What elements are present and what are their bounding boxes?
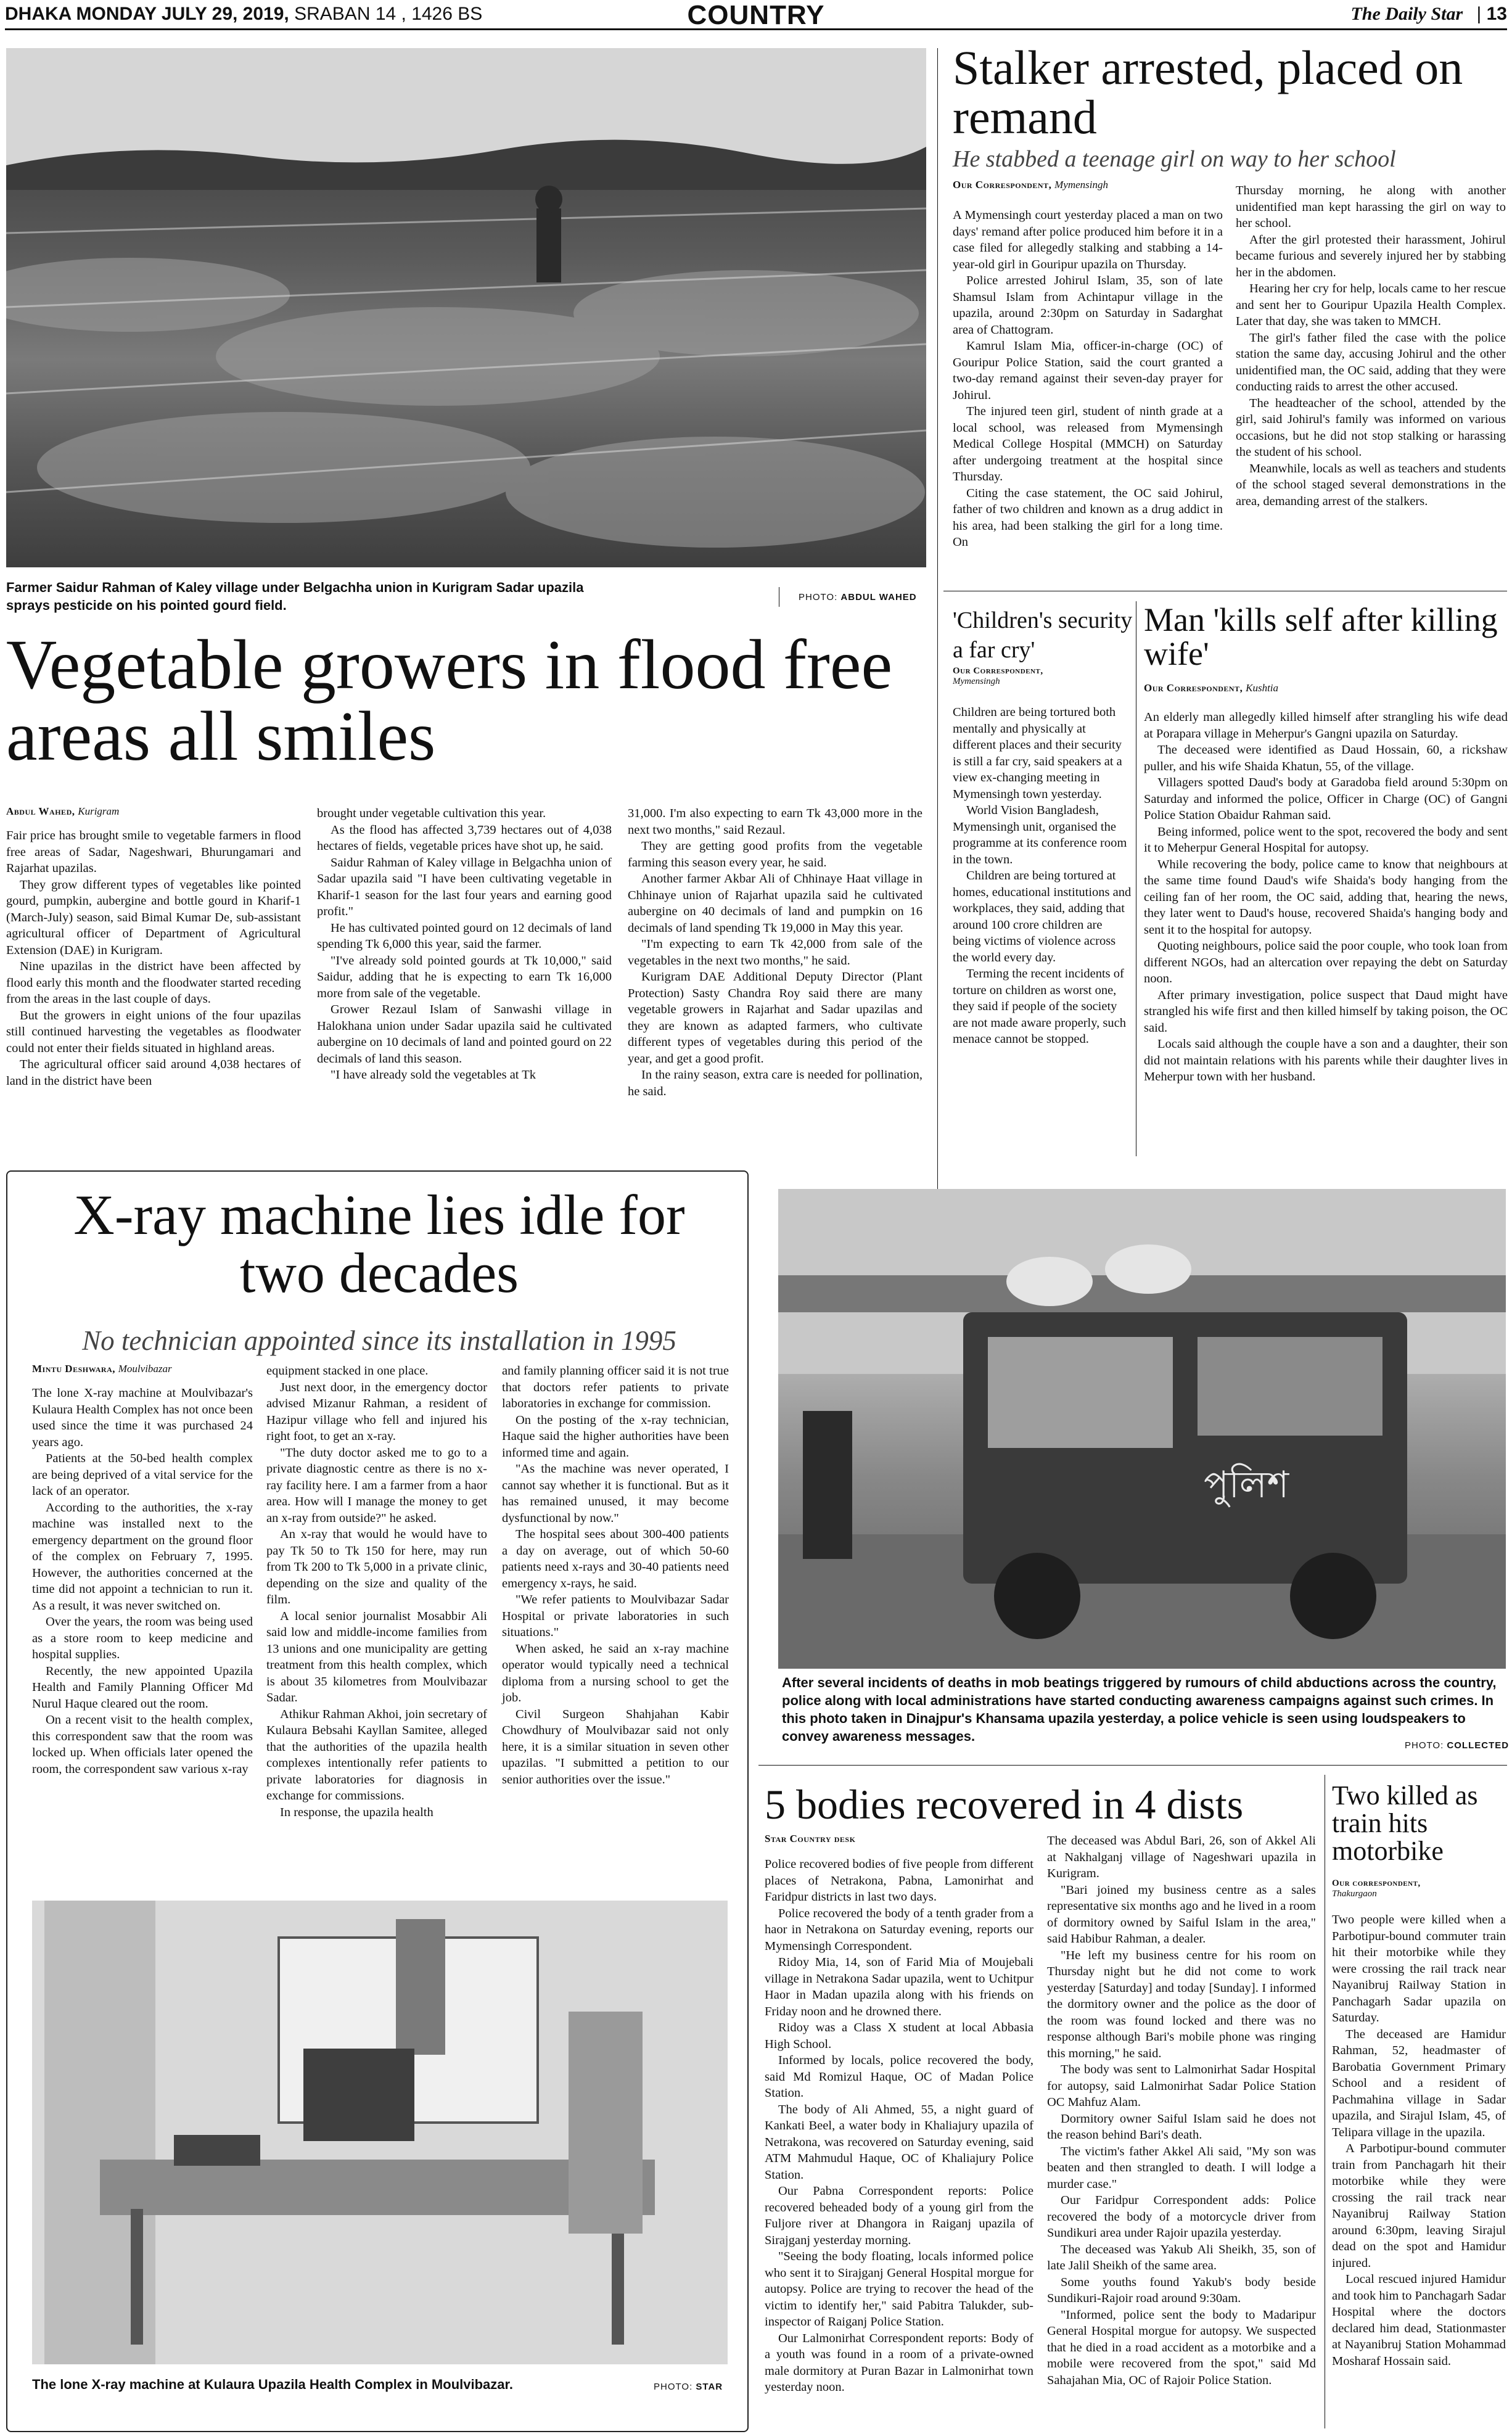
paragraph: After the girl protested their harassment, Johirul became furious and severely injured her by stabbing her in the abdomen.	[1236, 232, 1506, 279]
children-body	[953, 704, 1132, 1048]
xray-headline: X-ray machine lies idle for two decades	[73, 1183, 685, 1304]
paragraph: Grower Rezaul Islam of Sanwashi village in Halokhana union under Sadar upazila said he cultivated aubergine on 10 decimals of land and pointed gourd on 22 decimals of land this season.	[317, 1003, 612, 1066]
paragraph: Informed by locals, police recovered the body, said Md Romizul Haque, OC of Madan Police Station.	[765, 2054, 1033, 2100]
paragraph: Police recovered the body of a tenth grader from a haor in Netrakona on Saturday evening, reports our Mymensingh Correspondent.	[765, 1906, 1033, 1953]
paragraph: Just next door, in the emergency doctor advised Mizanur Rahman, a resident of Hazipur village who fell and injured his right foot, to get an x-ray.	[266, 1380, 487, 1443]
paragraph: and family planning officer said it is not true that doctors refer patients to private laboratories in exchange for commission.	[502, 1364, 729, 1410]
children-headline: 'Children's security a far cry'	[953, 607, 1133, 663]
stalker-subhead: He stabbed a teenage girl on way to her school	[953, 146, 1396, 172]
paragraph: Children are being tortured both mentally and physically at different places and their security is still a far cry, said speakers at a view ex-changing meeting in Mymensingh town yesterday.	[953, 705, 1122, 801]
paragraph: In response, the upazila health	[280, 1805, 433, 1819]
bodies-byline: Star Country desk	[765, 1833, 856, 1844]
byline-name: Mintu Deshwara,	[32, 1363, 116, 1375]
vegetable-byline	[6, 805, 119, 818]
xray-illustration	[32, 1901, 728, 2364]
paragraph: Our Faridpur Correspondent adds: Police recovered the body of a motorcycle driver from Sundikuri area under Rajoir upazila yesterday.	[1047, 2193, 1316, 2240]
paragraph: As the flood has affected 3,739 hectares out of 4,038 hectares of fields, vegetable prices have shot up, he said.	[317, 823, 612, 853]
paragraph: A Parbotipur-bound commuter train from Panchagarh hit their motorbike while they were crossing the rail track near Nayanibruj Railway Station around 6:30pm, leaving Sirajul dead on the spot and Hamidur injured.	[1332, 2142, 1506, 2270]
paragraph: According to the authorities, the x-ray machine was installed next to the emergency department on the ground floor of the complex on February 7, 1995. However, the authorities concerned at the time did not appoint a technician to run it. As a result, it was never switched on.	[32, 1500, 253, 1613]
paragraph: brought under vegetable cultivation this year.	[317, 807, 546, 820]
paragraph: Quoting neighbours, police said the poor couple, who took loan from different NGOs, had an altercation over repaying the debt on Saturday noon.	[1144, 939, 1508, 985]
paragraph: Police arrested Johirul Islam, 35, son of late Shamsul Islam from Achintapur village in the upazila, around 2:30pm on Saturday in Sadarghat area of Chattogram.	[953, 274, 1223, 337]
paragraph: Citing the case statement, the OC said Johirul, father of two children and known as a drug addict in his area, had been stalking the girl for a long time. On	[953, 486, 1223, 549]
vegetable-headline: Vegetable growers in flood free areas all smiles	[6, 625, 893, 776]
dateline	[5, 4, 482, 25]
paragraph: The injured teen girl, student of ninth grade at a local school, was released from Mymensingh Medical College Hospital (MMCH) on Saturday after undergoing treatment at the hospital since Thursday.	[953, 405, 1223, 483]
paragraph: Our Lalmonirhat Correspondent reports: Body of a youth was found in a room of a private-owned male dormitory at Puran Bazar in Lalmonirhat town yesterday noon.	[765, 2331, 1033, 2394]
byline-place: Mymensingh	[953, 676, 1000, 686]
column-rule	[937, 48, 938, 1201]
paragraph: On the posting of the x-ray technician, Haque said the higher authorities have been informed time and again.	[502, 1413, 729, 1460]
xray-subhead: No technician appointed since its installation in 1995	[82, 1325, 676, 1356]
police-vehicle-photo	[778, 1189, 1506, 1669]
paragraph: Fair price has brought smile to vegetable farmers in flood free areas of Sadar, Nageshwari, Bhurungamari and Rajarhat upazilas.	[6, 829, 301, 875]
vegetable-col-1	[6, 828, 301, 1089]
paragraph: The headteacher of the school, attended by the girl, said Johirul's family was informed on various occasions, but he did not stop stalking or harassing the student of his school.	[1236, 396, 1506, 459]
paragraph: Another farmer Akbar Ali of Chhinaye Haat village in Chhinaye union of Rajarhat upazila said he cultivated aubergine on 40 decimals of land and pumpkin on 16 decimals of land spending Tk 19,000 in May this year.	[628, 872, 922, 935]
vegetable-col-3	[628, 805, 922, 1100]
paragraph: On a recent visit to the health complex, this correspondent saw that the room was locked up. When officials later opened the room, the correspondent saw various x-ray	[32, 1713, 253, 1776]
paragraph: Patients at the 50-bed health complex are being deprived of a vital service for the lack of an operator.	[32, 1452, 253, 1498]
dateline-rest: SRABAN 14 , 1426 BS	[294, 4, 483, 24]
brand-logo: The Daily Star	[1350, 4, 1463, 24]
stalker-col-2	[1236, 183, 1506, 509]
paragraph: The deceased was Yakub Ali Sheikh, 35, son of late Jalil Sheikh of the same area.	[1047, 2242, 1316, 2272]
paragraph: The deceased was Abdul Bari, 26, son of Akkel Ali at Nakhalganj village of Nageshwari upazila in Kurigram.	[1047, 1834, 1316, 1880]
byline-place: Thakurgaon	[1332, 1889, 1377, 1899]
paragraph: "He left my business centre for his room on Thursday night but he did not come to work yesterday [Saturday] and today [Sunday]. I informed the dormitory owner and the police as the door of the room was found locked and there was no response although Bari's mobile phone was ringing this morning," he said.	[1047, 1948, 1316, 2060]
masthead-right	[1350, 4, 1507, 25]
paragraph: "I have already sold the vegetables at Tk	[331, 1068, 536, 1082]
dateline-bold: DHAKA MONDAY JULY 29, 2019,	[5, 4, 289, 24]
paragraph: After primary investigation, police suspect that Daud might have strangled his wife first and then killed himself by taking poison, the OC said.	[1144, 988, 1508, 1035]
byline-place: Kurigram	[78, 805, 120, 817]
paragraph: They grow different types of vegetables like pointed gourd, pumpkin, aubergine and bottle gourd in Kharif-1 (March-July) season, said Bimal Kumar De, sub-assistant agricultural officer of Department of Agricultural Extension (DAE) in Kurigram.	[6, 878, 301, 957]
paragraph: Some youths found Yakub's body beside Sundikuri-Rajoir road around 9:30am.	[1047, 2275, 1316, 2305]
suicide-body	[1144, 709, 1508, 1085]
xray-byline	[32, 1363, 172, 1375]
paragraph: The body of Ali Ahmed, 55, a night guard of Kankati Beel, a water body in Khaliajury upazila of Netrakona, was recovered on Saturday evening, said ATM Mahmudul Haque, OC of Khaliajury Police Station.	[765, 2102, 1033, 2182]
paragraph: The girl's father filed the case with the police station the same day, accusing Johirul and the other unidentified man, the OC said, adding that they were conducting raids to arrest the other accused.	[1236, 331, 1506, 393]
separator: |	[1476, 4, 1482, 24]
paragraph: Being informed, police went to the spot, recovered the body and sent it to Meherpur General Hospital for autopsy.	[1144, 824, 1508, 855]
paragraph: Civil Surgeon Shahjahan Kabir Chowdhury of Moulvibazar said not only here, it is a similar situation in seven other upazilas. "I submitted a petition to our senior authorities over the issue."	[502, 1707, 729, 1786]
byline-name: Our Correspondent,	[953, 666, 1043, 676]
paragraph: In the rainy season, extra care is needed for pollination, he said.	[628, 1068, 922, 1098]
paragraph: Dormitory owner Saiful Islam said he does not the reason behind Bari's death.	[1047, 2111, 1316, 2142]
paragraph: "Informed, police sent the body to Madaripur General Hospital morgue for autopsy. We suspected that he died in a road accident as a motorbike and a mobile were recovered from the spot," said Md Sahajahan Mia, OC of Rajoir Police Station.	[1047, 2308, 1316, 2387]
byline-name: Our correspondent,	[1332, 1878, 1421, 1888]
paragraph: When asked, he said an x-ray machine operator would typically need a technical diploma from a nursing school to get the job.	[502, 1642, 729, 1704]
credit-label: PHOTO:	[654, 2382, 693, 2392]
paragraph: Police recovered bodies of five people from different places of Netrakona, Pabna, Lamonirhat and Faridpur districts in last two days.	[765, 1857, 1033, 1904]
paragraph: Our Pabna Correspondent reports: Police recovered beheaded body of a young girl from the Fuljore river at Dhangora in Raiganj upazila of Sirajganj yesterday morning.	[765, 2184, 1033, 2247]
bodies-col-2	[1047, 1833, 1316, 2388]
paragraph: The victim's father Akkel Ali said, "My son was beaten and then strangled to death. I will lodge a murder case."	[1047, 2144, 1316, 2191]
paragraph: The hospital sees about 300-400 patients a day on average, out of which 50-60 patients need x-rays and 30-40 patients need emergency x-rays, he said.	[502, 1527, 729, 1590]
stalker-headline: Stalker arrested, placed on remand	[953, 41, 1463, 144]
paragraph: "The duty doctor asked me to go to a private diagnostic centre as there is no x-ray facility here. I am a farmer from a haor area. How will I manage the money to get an x-ray from outside?" he asked.	[266, 1445, 487, 1525]
paragraph: Over the years, the room was being used as a store room to keep medicine and hospital supplies.	[32, 1615, 253, 1661]
xray-photo-caption: The lone X-ray machine at Kulaura Upazila Health Complex in Moulvibazar.	[32, 2377, 513, 2392]
byline-name: Our Correspondent,	[953, 179, 1052, 191]
paragraph: "Bari joined my business centre as a sales representative six months ago and he lived in a room of dormitory owned by Saiful Islam in the area," said Habibur Rahman, a dealer.	[1047, 1883, 1316, 1946]
credit-label: PHOTO:	[1405, 1740, 1444, 1751]
vegetable-photo-credit	[799, 592, 917, 602]
paragraph: While recovering the body, police came to know that neighbours at the same time found Daud's wife Shaida's body hanging from the ceiling fan of her room, the OC said, adding that, hearing the news, they later went to Daud's house, recovered Shaida's hanging body and sent it to the hospital for autopsy.	[1144, 857, 1508, 937]
train-body	[1332, 1912, 1506, 2369]
paragraph: Two people were killed when a Parbotipur-bound commuter train hit their motorbike while they were crossing the rail track near Nayanibruj Railway Station in Panchagarh Sadar upazila on Saturday.	[1332, 1913, 1506, 2025]
credit-label: PHOTO:	[799, 592, 838, 602]
paragraph: They are getting good profits from the vegetable farming this season every year, he said.	[628, 839, 922, 870]
credit-name: STAR	[696, 2382, 723, 2392]
bodies-col-1	[765, 1856, 1033, 2396]
xray-col-3	[502, 1363, 729, 1788]
masthead	[5, 0, 1507, 30]
byline-name: Our Correspondent,	[1144, 682, 1243, 694]
paragraph: The deceased were identified as Daud Hossain, 60, a rickshaw puller, and his wife Shaida Khatun, 55, of the village.	[1144, 743, 1508, 773]
byline-name: Abdul Wahed,	[6, 805, 75, 817]
paragraph: "I've already sold pointed gourds at Tk 10,000," said Saidur, adding that he is expecting to earn Tk 16,000 more from sale of the vegetable.	[317, 953, 612, 1000]
credit-name: ABDUL WAHED	[840, 592, 917, 602]
paragraph: A local senior journalist Mosabbir Ali said low and middle-income families from 13 unions and one municipality are getting treatment from this health complex, which is about 35 kilometres from Moulvibazar Sadar.	[266, 1609, 487, 1704]
paragraph: He has cultivated pointed gourd on 12 decimals of land spending Tk 6,000 this year, said the farmer.	[317, 921, 612, 951]
train-byline	[1332, 1878, 1505, 1899]
paragraph: Kurigram DAE Additional Deputy Director (Plant Protection) Sasty Chandra Roy said there are many vegetable growers in Rajarhat and Sadar upazilas and they are known as adapted farmers, who cultivate different types of vegetables during this period of the year, and get a good profit.	[628, 970, 922, 1066]
paragraph: 31,000. I'm also expecting to earn Tk 43,000 more in the next two months," said Rezaul.	[628, 807, 922, 837]
paragraph: Thursday morning, he along with another unidentified man kept harassing the girl on way to her school.	[1236, 184, 1506, 230]
byline-place: Mymensingh	[1054, 179, 1108, 191]
section-rule	[758, 1765, 1507, 1766]
paragraph: Nine upazilas in the district have been affected by flood early this month and the floodwater started receding from the areas in the last couple of days.	[6, 960, 301, 1006]
paragraph: The lone X-ray machine at Moulvibazar's Kulaura Health Complex has not once been used since the time it was purchased 24 years ago.	[32, 1386, 253, 1449]
paragraph: Local rescued injured Hamidur and took him to Panchagarh Sadar Hospital where the doctors declared him dead, Stationmaster at Nayanibruj Station Mohammad Mosharaf Hossain said.	[1332, 2272, 1506, 2368]
paragraph: Meanwhile, locals as well as teachers and students of the school staged several demonstrations in the area, demanding arrest of the stalkers.	[1236, 461, 1506, 508]
vegetable-photo-caption: Farmer Saidur Rahman of Kaley village under Belgachha union in Kurigram Sadar upazila sprays pesticide on his pointed gourd field.	[6, 580, 584, 613]
paragraph: But the growers in eight unions of the four upazilas still continued harvesting the vegetables as floodwater could not enter their fields situated in highland areas.	[6, 1008, 301, 1055]
paragraph: Kamrul Islam Mia, officer-in-charge (OC) of Gouripur Police Station, said the court granted a two-day remand against their seven-day prayer for Johirul.	[953, 339, 1223, 402]
paragraph: Ridoy was a Class X student at local Abbasia High School.	[765, 2021, 1033, 2051]
paragraph: The body was sent to Lalmonirhat Sadar Hospital for autopsy, said Lalmonirhat Sadar Police Station OC Mahfuz Alam.	[1047, 2063, 1316, 2109]
vehicle-label: পুলিশ	[1204, 1463, 1289, 1507]
paragraph: "We refer patients to Moulvibazar Sadar Hospital or private laboratories in such situations."	[502, 1593, 729, 1639]
paragraph: "As the machine was never operated, I cannot say whether it is functional. But as it has remained unused, it may become dysfunctional by now."	[502, 1462, 729, 1525]
paragraph: Terming the recent incidents of torture on children as worst one, they said if people of the society are not made aware properly, such menace cannot be stopped.	[953, 967, 1126, 1046]
page-number: 13	[1486, 4, 1507, 24]
children-byline	[953, 666, 1132, 687]
paragraph: Children are being tortured at homes, educational institutions and workplaces, they said, adding that around 100 crore children are being victims of violence across the world every day.	[953, 869, 1132, 964]
paragraph: A Mymensingh court yesterday placed a man on two days' remand after police produced him before it in a case filed for allegedly stalking and stabbing a 14-year-old girl in Gouripur upazila on Thursday.	[953, 208, 1223, 271]
credit-name: COLLECTED	[1447, 1740, 1510, 1751]
paragraph: "I'm expecting to earn Tk 42,000 from sale of the vegetables in the next two months," he said.	[628, 937, 922, 968]
paragraph: "Seeing the body floating, locals informed police who sent it to Sirajganj General Hospital morgue for autopsy. Police are trying to recover the head of the victim to identify her," said Pabitra Talukder, sub-inspector of Raiganj Police Station.	[765, 2250, 1033, 2329]
police-photo-credit	[1405, 1740, 1509, 1751]
paragraph: Hearing her cry for help, locals came to her rescue and sent her to Gouripur Upazila Health Complex. Later that day, she was taken to MMCH.	[1236, 282, 1506, 328]
stalker-byline	[953, 179, 1108, 191]
byline-place: Kushtia	[1246, 682, 1279, 694]
paragraph: World Vision Bangladesh, Mymensingh unit, organised the programme at its conference room in the town.	[953, 804, 1127, 866]
byline-place: Moulvibazar	[118, 1363, 172, 1375]
stalker-col-1	[953, 207, 1223, 551]
section-name: COUNTRY	[687, 0, 825, 30]
vegetable-field-photo	[6, 48, 926, 567]
paragraph: Saidur Rahman of Kaley village in Belgachha union of Sadar upazila said "I have been cultivating vegetable in Kharif-1 season for the last four years and earning good profit."	[317, 855, 612, 918]
paragraph: The agricultural officer said around 4,038 hectares of land in the district have been	[6, 1058, 301, 1088]
paragraph: An elderly man allegedly killed himself after strangling his wife dead at Porapara village in Meherpur's Gangni upazila on Saturday.	[1144, 710, 1508, 741]
paragraph: Villagers spotted Daud's body at Garadoba field around 5:30pm on Saturday and informed the police, Officer in Charge (OC) of Gangni Police Station Obaidur Rahman said.	[1144, 776, 1508, 822]
train-headline: Two killed as train hits motorbike	[1332, 1780, 1478, 1866]
police-photo-caption: After several incidents of deaths in mob beatings triggered by rumours of child abductions across the country, police along with local administrations have started conducting awareness campaigns against such crimes. In this photo taken in Dinajpur's Khansama upazila yesterday, a police vehicle is seen using loudspeakers to convey awareness messages.	[782, 1675, 1497, 1744]
xray-col-2	[266, 1363, 487, 1820]
vegetable-col-2	[317, 805, 612, 1083]
paragraph: Ridoy Mia, 14, son of Farid Mia of Moujebali village in Netrakona Sadar upazila, went to Uchitpur Haor in Madan upazila along with his friends on Friday noon and he drowned there.	[765, 1955, 1033, 2018]
paragraph: The deceased are Hamidur Rahman, 52, headmaster of Barobatia Government Primary School and a resident of Pachmahina village in Sadar upazila, and Sirajul Islam, 45, of Telipara village in the upazila.	[1332, 2027, 1506, 2139]
xray-photo-credit	[654, 2382, 723, 2392]
paragraph: Athikur Rahman Akhoi, join secretary of Kulaura Bebsahi Kayllan Samitee, alleged that the authorities of the upazila health complexes intentionally refer patients to private laboratories for diagnosis in exchange for commissions.	[266, 1707, 487, 1803]
paragraph: Locals said although the couple have a son and a daughter, their son did not maintain relations with his parents while their daughter lives in Meherpur town with her husband.	[1144, 1037, 1508, 1083]
paragraph: An x-ray that would he would have to pay Tk 50 to Tk 150 for here, may run from Tk 200 to Tk 5,000 in a private clinic, depending on the size and quality of the film.	[266, 1527, 487, 1606]
paragraph: Recently, the new appointed Upazila Health and Family Planning Officer Md Nurul Haque cleared out the room.	[32, 1664, 253, 1711]
xray-col-1	[32, 1385, 253, 1777]
field-illustration	[6, 48, 926, 567]
police-vehicle-illustration	[778, 1189, 1506, 1669]
bodies-headline: 5 bodies recovered in 4 dists	[765, 1781, 1244, 1828]
suicide-headline: Man 'kills self after killing wife'	[1144, 601, 1498, 673]
xray-machine-photo	[32, 1901, 728, 2364]
paragraph: equipment stacked in one place.	[266, 1364, 429, 1378]
suicide-byline	[1144, 682, 1278, 694]
